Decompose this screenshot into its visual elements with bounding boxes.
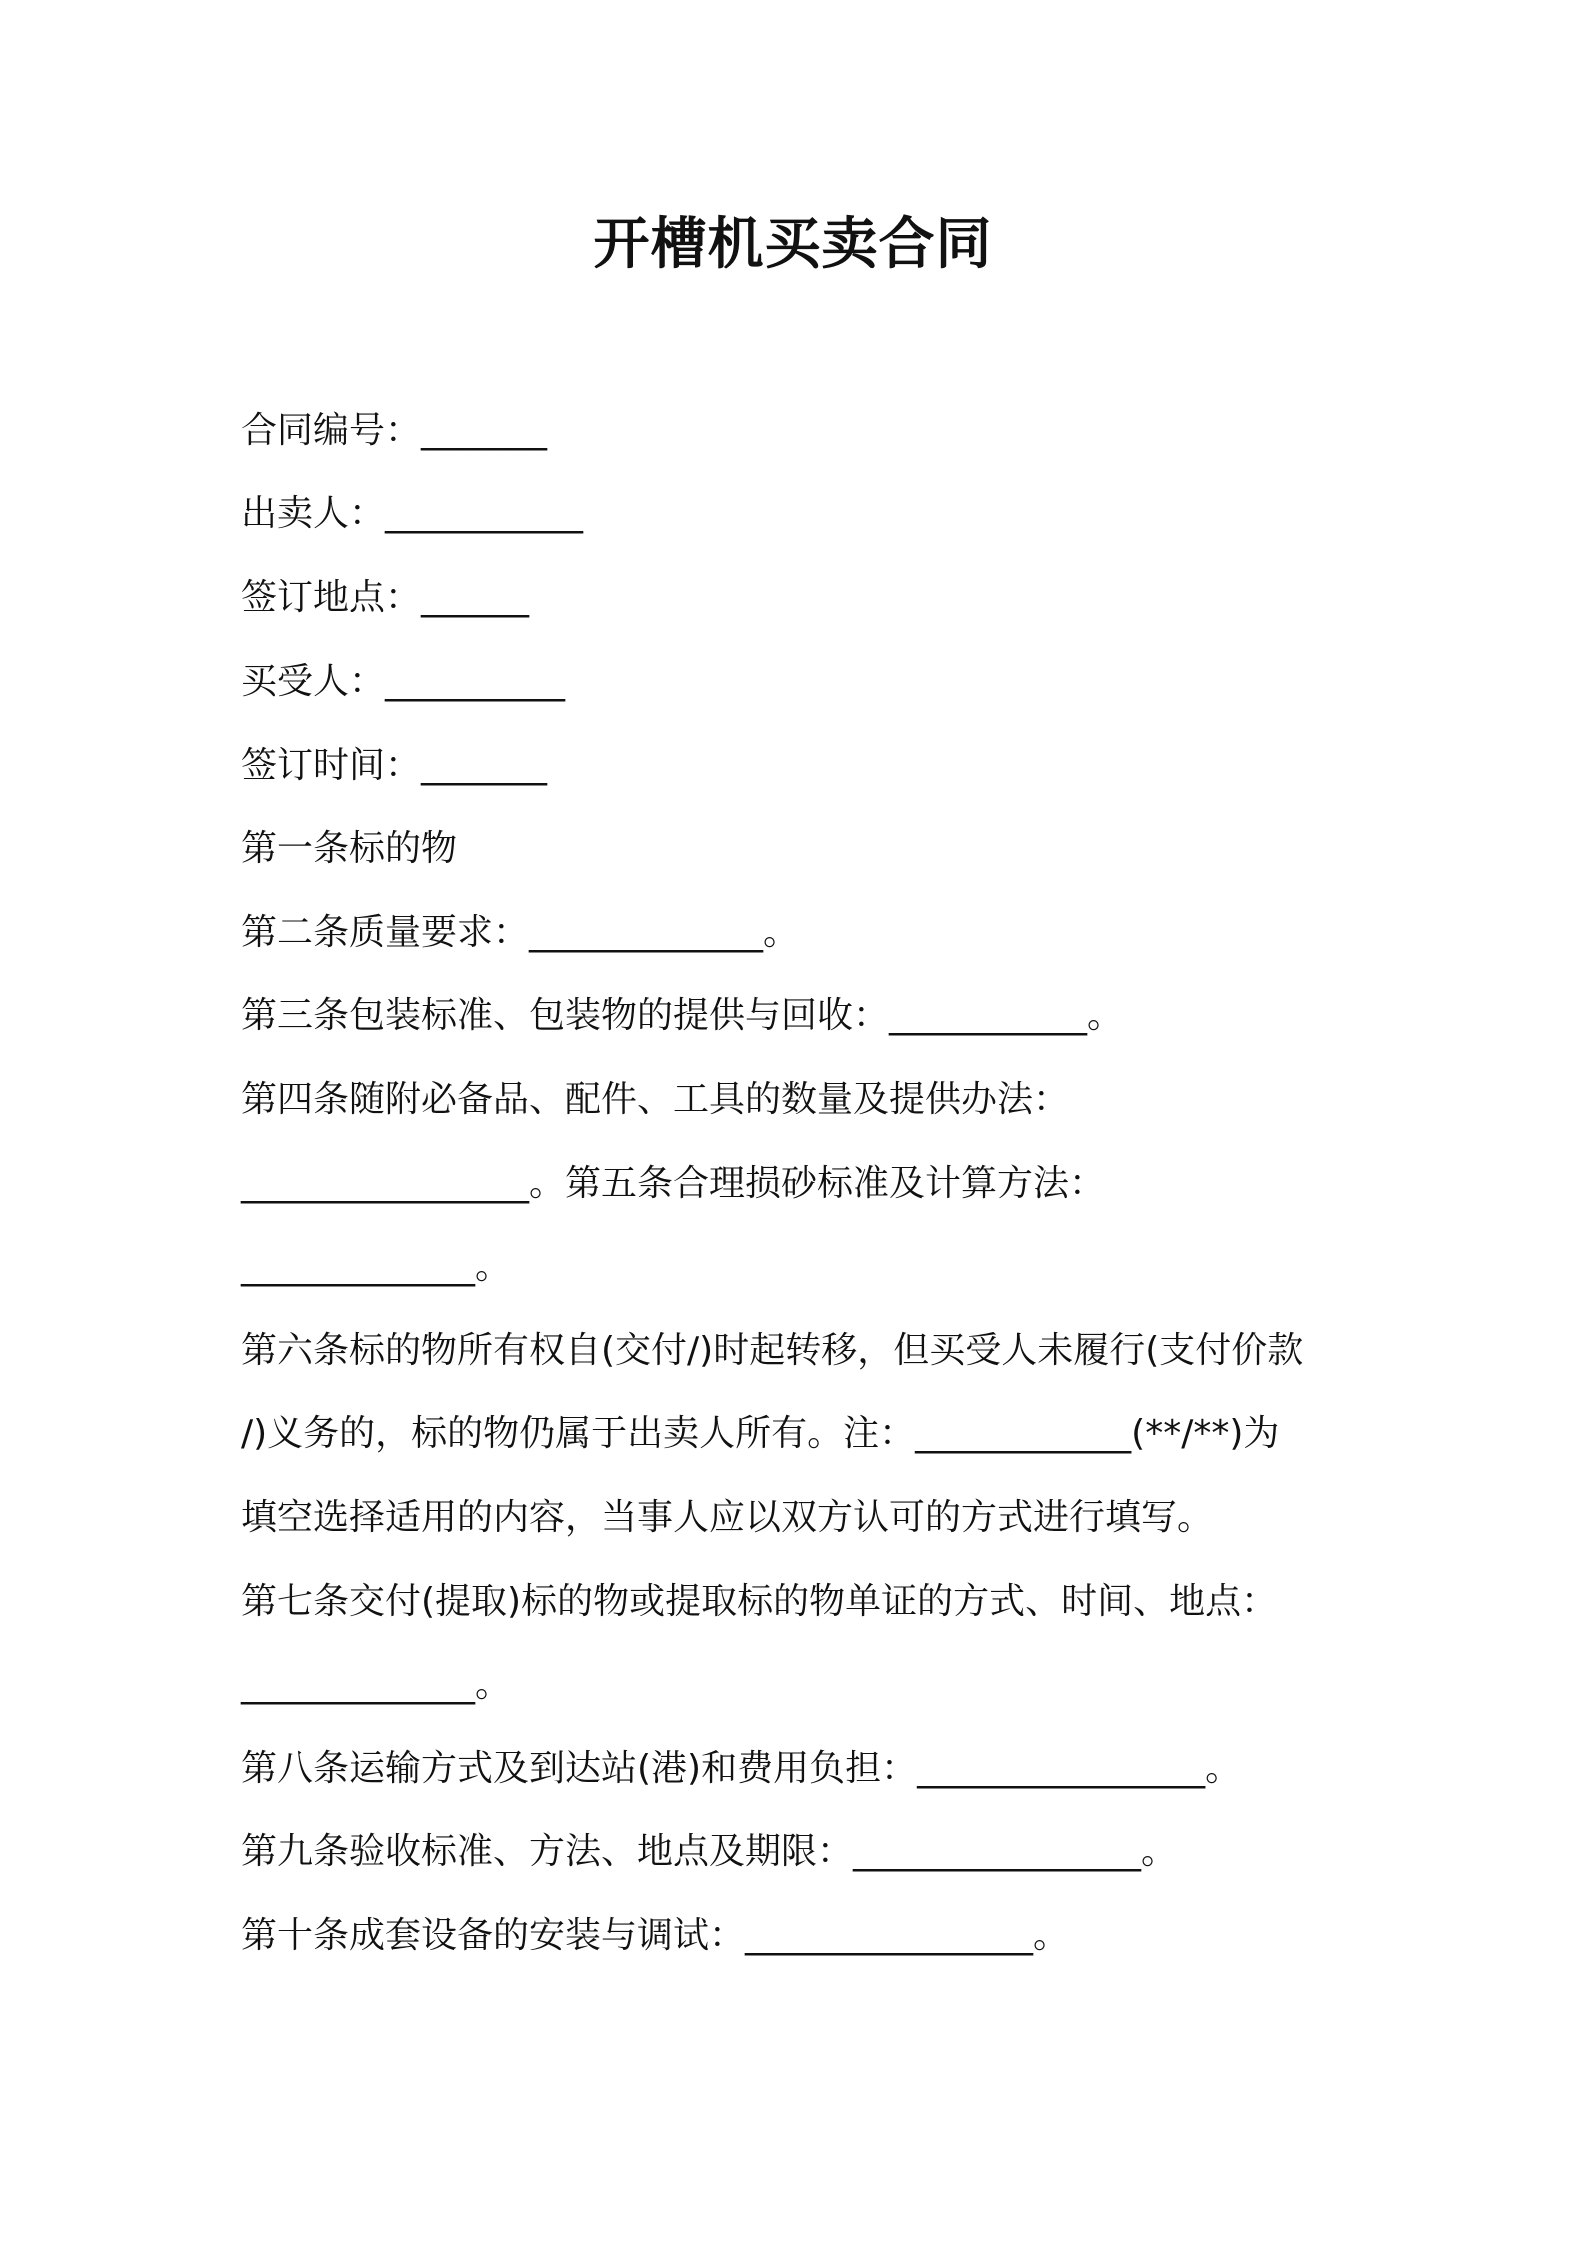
article-9-line: 第九条验收标准、方法、地点及期限：________________。 [241, 1831, 1178, 1872]
article-6-line-1: 第六条标的物所有权自(交付/)时起转移，但买受人未履行(支付价款 [241, 1330, 1304, 1371]
seller-line: 出卖人：___________ [241, 493, 584, 534]
article-6-line-2: /)义务的，标的物仍属于出卖人所有。注：____________(**/**)为 [241, 1413, 1280, 1454]
article-10-line: 第十条成套设备的安装与调试：________________。 [241, 1915, 1070, 1956]
buyer-line: 买受人：__________ [241, 661, 566, 702]
article-2-line: 第二条质量要求：_____________。 [241, 912, 800, 953]
signing-time-line: 签订时间：_______ [241, 745, 548, 786]
contract-title: 开槽机买卖合同 [593, 212, 993, 277]
article-8-line: 第八条运输方式及到达站(港)和费用负担：________________。 [241, 1748, 1242, 1789]
article-3-line: 第三条包装标准、包装物的提供与回收：___________。 [241, 995, 1124, 1036]
contract-number-line: 合同编号：_______ [241, 410, 548, 451]
article-4-5-line: ________________。第五条合理损砂标准及计算方法： [241, 1163, 1106, 1204]
signing-place-line: 签订地点：______ [241, 577, 530, 618]
article-6-line-3: 填空选择适用的内容，当事人应以双方认可的方式进行填写。 [241, 1497, 1214, 1538]
article-7-line: 第七条交付(提取)标的物或提取标的物单证的方式、时间、地点： [241, 1581, 1278, 1622]
article-5-blank-line: _____________。 [241, 1246, 511, 1287]
article-1-line: 第一条标的物 [241, 828, 458, 869]
article-4-line: 第四条随附必备品、配件、工具的数量及提供办法： [241, 1079, 1070, 1120]
article-7-blank-line: _____________。 [241, 1664, 511, 1705]
